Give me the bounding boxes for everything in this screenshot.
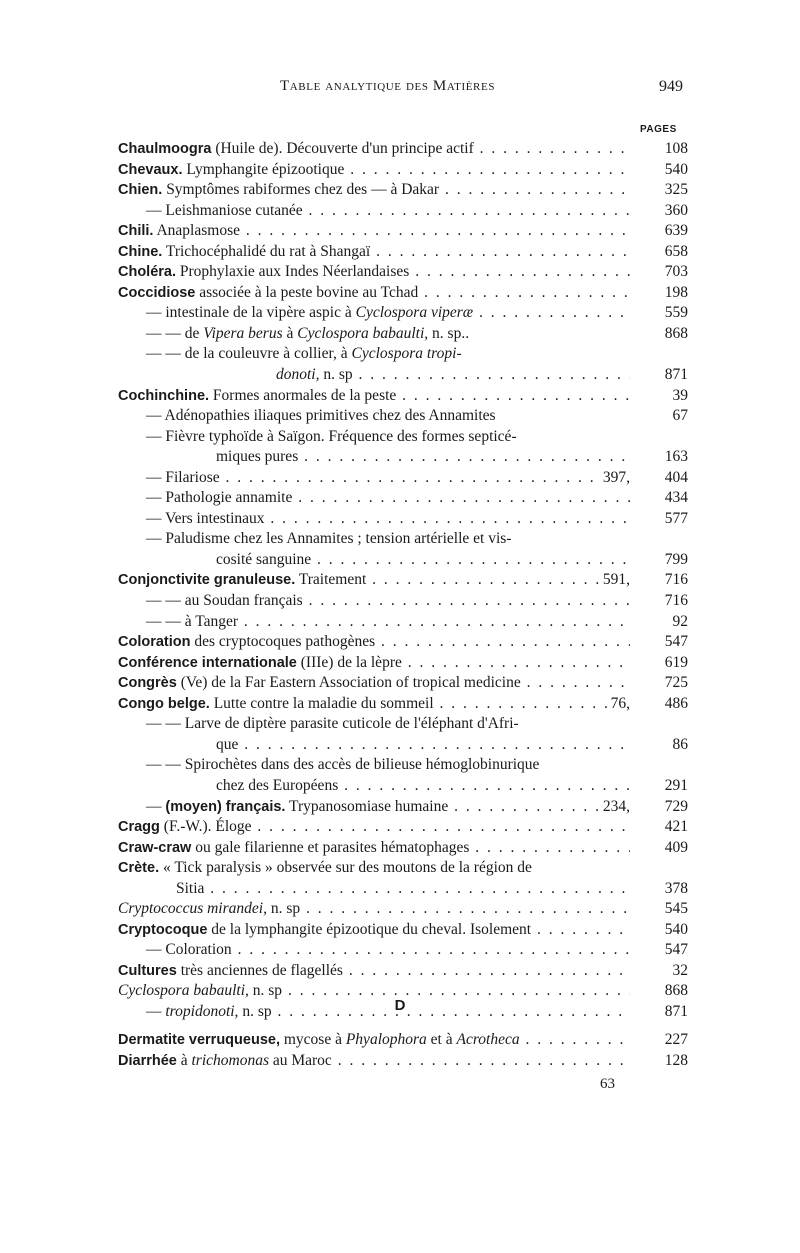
page-ref: 871 xyxy=(664,1002,688,1020)
index-entry: Coloration des cryptocoques pathogènes . . . 547 xyxy=(118,632,688,653)
page-ref: 658 xyxy=(664,242,688,260)
page-ref: 227 xyxy=(664,1031,688,1048)
page-ref: 619 xyxy=(664,653,688,671)
index-entry: — Vers intestinaux . . . 577 xyxy=(118,509,688,530)
index-entry: Chien. Symptômes rabiformes chez des — à Dakar . . . 325 xyxy=(118,180,688,201)
page-ref: 868 xyxy=(664,324,688,342)
index-entry: — Pathologie annamite . . . 434 xyxy=(118,488,688,509)
index-entry: — — à Tanger . . . 92 xyxy=(118,612,688,633)
index-entry: — — de la couleuvre à collier, à Cyclospora tropi- xyxy=(146,345,462,363)
page-ref-extra: 397, xyxy=(599,468,630,489)
page-number: 949 xyxy=(659,78,683,95)
running-title: Table analytique des Matières xyxy=(280,78,496,94)
page-ref: 716 xyxy=(664,571,688,589)
page-ref: 325 xyxy=(664,181,688,199)
page-ref: 409 xyxy=(664,838,688,856)
page-ref-extra: 76, xyxy=(607,694,630,715)
page-ref: 434 xyxy=(664,489,688,507)
index-entry: Diarrhée à trichomonas au Maroc . . . 128 xyxy=(118,1051,688,1072)
index-entry-continuation: que . . . 86 xyxy=(118,735,688,756)
index-entry: Congo belge. Lutte contre la maladie du sommeil . . . 76, 486 xyxy=(118,694,688,715)
page-ref: 86 xyxy=(672,735,688,753)
page-ref: 577 xyxy=(664,509,688,527)
page-ref: 547 xyxy=(664,633,688,651)
page-ref: 92 xyxy=(672,612,688,630)
page-ref: 799 xyxy=(664,550,688,568)
index-entry: Cultures très anciennes de flagellés . . . 32 xyxy=(118,961,688,982)
index-entry: Conjonctivite granuleuse. Traitement . . . 591, 716 xyxy=(118,570,688,591)
page-ref: 540 xyxy=(664,160,688,178)
page-ref: 703 xyxy=(664,263,688,281)
index-entry-continuation: chez des Européens . . . 291 xyxy=(118,776,688,797)
page-ref: 545 xyxy=(664,900,688,918)
page-ref: 67 xyxy=(672,407,688,425)
page-ref: 291 xyxy=(664,776,688,794)
index-entry: — — Spirochètes dans des accès de bilieuse hémoglobinurique xyxy=(146,756,540,774)
page-ref: 559 xyxy=(664,304,688,322)
page-ref: 360 xyxy=(664,201,688,219)
page-ref-extra: 591, xyxy=(599,570,630,591)
index-entry-continuation: cosité sanguine . . . 799 xyxy=(118,550,688,571)
index-entry-continuation: miques pures . . . 163 xyxy=(118,447,688,468)
page-ref: 540 xyxy=(664,920,688,938)
index-entry: Craw-craw ou gale filarienne et parasites hématophages . . . 409 xyxy=(118,838,688,859)
section-letter-d: D xyxy=(394,997,406,1014)
index-entry: — (moyen) français. Trypanosomiase humaine . . . 234, 729 xyxy=(118,797,688,818)
page-ref: 404 xyxy=(664,468,688,486)
index-entry: Cyclospora babaulti, n. sp . . . 868 xyxy=(118,981,688,1002)
page-ref: 163 xyxy=(664,448,688,466)
index-entry: Choléra. Prophylaxie aux Indes Néerlandaises . . . 703 xyxy=(118,262,688,283)
page-ref: 486 xyxy=(664,694,688,712)
index-entry: Chevaux. Lymphangite épizootique . . . 540 xyxy=(118,160,688,181)
index-entry: — — Larve de diptère parasite cuticole de l'éléphant d'Afri- xyxy=(146,715,519,733)
signature-mark: 63 xyxy=(600,1076,615,1092)
index-entry: Chaulmoogra (Huile de). Découverte d'un principe actif . . . 108 xyxy=(118,139,688,160)
index-entry: Crète. « Tick paralysis » observée sur des moutons de la région de xyxy=(118,859,532,877)
page-ref: 716 xyxy=(664,592,688,610)
page-ref: 868 xyxy=(664,982,688,1000)
page-ref: 32 xyxy=(672,961,688,979)
index-entry: Chili. Anaplasmose . . . 639 xyxy=(118,221,688,242)
index-entries-d xyxy=(118,1030,688,1071)
page-ref: 729 xyxy=(664,797,688,815)
page-ref: 128 xyxy=(664,1051,688,1069)
running-head xyxy=(118,78,683,102)
index-entry: Chine. Trichocéphalidé du rat à Shangaï . . . 658 xyxy=(118,242,688,263)
index-entry: Coccidiose associée à la peste bovine au Tchad . . . 198 xyxy=(118,283,688,304)
index-entries-c xyxy=(118,139,688,1023)
page-ref: 547 xyxy=(664,941,688,959)
index-entry: — Leishmaniose cutanée . . . 360 xyxy=(118,201,688,222)
page-ref: 198 xyxy=(664,283,688,301)
page-ref: 871 xyxy=(664,366,688,384)
index-entry: Congrès (Ve) de la Far Eastern Association of tropical medicine . . . 725 xyxy=(118,673,688,694)
index-entry: — tropidonoti, n. sp . . . 871 xyxy=(118,1002,688,1023)
page-ref: 421 xyxy=(664,818,688,836)
index-entry: Cryptocoque de la lymphangite épizootique du cheval. Isolement . . . 540 xyxy=(118,920,688,941)
index-entry: — — au Soudan français . . . 716 xyxy=(118,591,688,612)
page-ref: 639 xyxy=(664,222,688,240)
index-entry: — Adénopathies iliaques primitives chez des Annamites 67 xyxy=(118,406,688,427)
index-entry-continuation: Sitia . . . 378 xyxy=(118,879,688,900)
pages-column-header: PAGES xyxy=(640,124,677,135)
page-ref: 108 xyxy=(664,140,688,157)
index-entry: — Filariose . . . 397, 404 xyxy=(118,468,688,489)
index-entry: — intestinale de la vipère aspic à Cyclospora viperæ . . . 559 xyxy=(118,303,688,324)
index-entry: Cryptococcus mirandei, n. sp . . . 545 xyxy=(118,899,688,920)
index-entry: — Coloration . . . 547 xyxy=(118,940,688,961)
index-entry: Cochinchine. Formes anormales de la peste . . . 39 xyxy=(118,386,688,407)
index-entry: Dermatite verruqueuse, mycose à Phyalophora et à Acrotheca . . . 227 xyxy=(118,1030,688,1051)
index-entry: — Fièvre typhoïde à Saïgon. Fréquence des formes septicé- xyxy=(146,427,517,445)
index-entry-continuation: donoti, n. sp . . . 871 xyxy=(118,365,688,386)
index-entry: — Paludisme chez les Annamites ; tension artérielle et vis- xyxy=(146,530,512,548)
page-ref: 725 xyxy=(664,674,688,692)
page-ref: 39 xyxy=(672,386,688,404)
page-ref: 378 xyxy=(664,879,688,897)
index-entry: — — de Vipera berus à Cyclospora babaulti, n. sp.. 868 xyxy=(118,324,688,345)
index-entry: Cragg (F.-W.). Éloge . . . 421 xyxy=(118,817,688,838)
index-entry: Conférence internationale (IIIe) de la lèpre . . . 619 xyxy=(118,653,688,674)
page-ref-extra: 234, xyxy=(599,797,630,818)
